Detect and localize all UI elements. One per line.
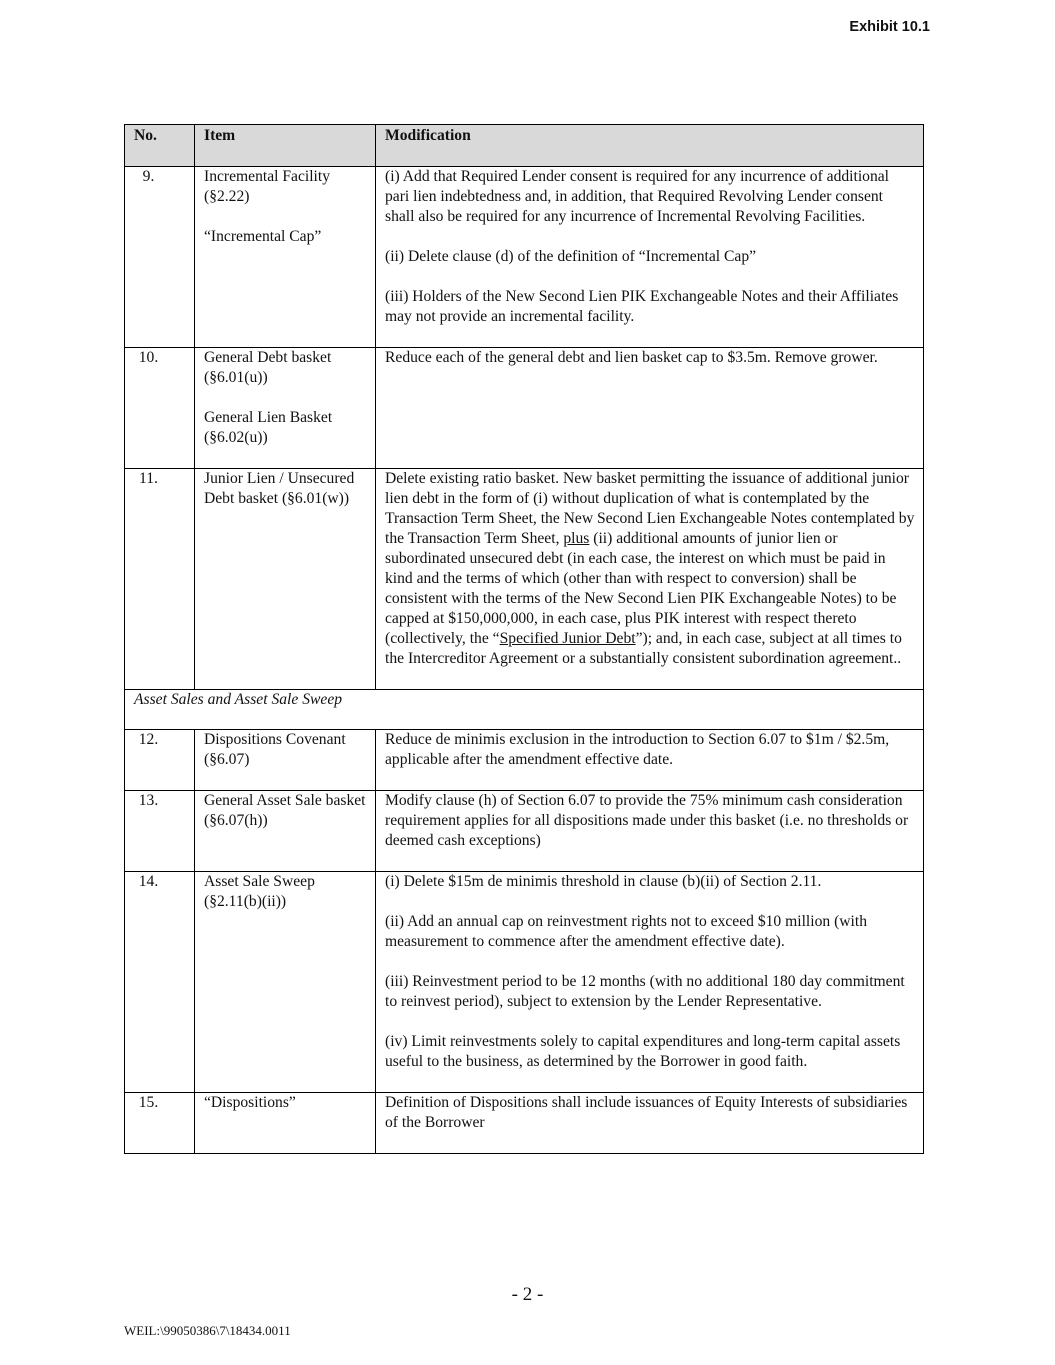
modification-text: (iii) Reinvestment period to be 12 months (with no additional 180 day commitment to reinvest period), subject to extension by the Lender Representative.	[385, 973, 905, 1010]
row-modification	[376, 348, 924, 469]
row-number: 15.	[125, 1093, 195, 1154]
item-text: General Lien Basket (§6.02(u))	[204, 409, 333, 446]
item-text: General Asset Sale basket (§6.07(h))	[204, 792, 366, 829]
table-row	[125, 469, 924, 690]
row-number: 11.	[125, 469, 195, 690]
row-modification	[376, 872, 924, 1093]
row-modification	[376, 469, 924, 690]
modification-text: Definition of Dispositions shall include issuances of Equity Interests of subsidiaries of the Borrower	[385, 1094, 908, 1131]
item-text: “Dispositions”	[204, 1094, 296, 1111]
modification-text: (iii) Holders of the New Second Lien PIK Exchangeable Notes and their Affiliates may not provide an incremental facility.	[385, 288, 899, 325]
modification-text-part: (ii) additional amounts of junior lien or subordinated unsecured debt (in each case, the interest on which must be paid in kind and the terms of which (other than with respect to conversion) shall be consistent with the terms of the New Second Lien PIK Exchangeable Notes) to be capped at $150,000,000, in each case, plus PIK interest with respect thereto (collectively, the “	[385, 530, 897, 647]
page-number: - 2 -	[511, 1284, 544, 1305]
section-heading: Asset Sales and Asset Sale Sweep	[125, 690, 924, 730]
row-item	[195, 791, 376, 872]
row-item	[195, 167, 376, 348]
table-row	[125, 730, 924, 791]
row-number: 10.	[125, 348, 195, 469]
modification-text: Modify clause (h) of Section 6.07 to provide the 75% minimum cash consideration requirement applies for all dispositions made under this basket (i.e. no thresholds or deemed cash exceptions)	[385, 792, 909, 849]
section-heading-row	[125, 690, 924, 730]
item-text: “Incremental Cap”	[204, 228, 322, 245]
row-item	[195, 1093, 376, 1154]
modification-text: Reduce each of the general debt and lien basket cap to $3.5m. Remove grower.	[385, 349, 878, 366]
modification-text: (i) Add that Required Lender consent is required for any incurrence of additional pari lien indebtedness and, in addition, that Required Revolving Lender consent shall also be required for any incurrence of Incremental Revolving Facilities.	[385, 168, 890, 225]
modification-text	[385, 469, 915, 669]
column-header-no: No.	[125, 125, 195, 167]
modification-text-part: ”); and, in each case, subject at all times to the Intercreditor Agreement or a substantially consistent subordination agreement..	[385, 630, 902, 667]
modification-table	[124, 124, 924, 1154]
modification-text: (i) Delete $15m de minimis threshold in clause (b)(ii) of Section 2.11.	[385, 873, 822, 890]
modification-text: Reduce de minimis exclusion in the introduction to Section 6.07 to $1m / $2.5m, applicable after the amendment effective date.	[385, 731, 890, 768]
table-row	[125, 791, 924, 872]
item-text: General Debt basket (§6.01(u))	[204, 349, 332, 386]
exhibit-label: Exhibit 10.1	[849, 19, 930, 35]
table-row	[125, 167, 924, 348]
row-number: 13.	[125, 791, 195, 872]
column-header-modification: Modification	[376, 125, 924, 167]
item-text: Asset Sale Sweep (§2.11(b)(ii))	[204, 873, 315, 910]
row-modification	[376, 1093, 924, 1154]
column-header-item: Item	[195, 125, 376, 167]
table-row	[125, 348, 924, 469]
item-text: Incremental Facility (§2.22)	[204, 168, 330, 205]
row-number: 9.	[125, 167, 195, 348]
underlined-term-plus: plus	[563, 530, 590, 547]
document-id: WEIL:\99050386\7\18434.0011	[124, 1323, 291, 1338]
row-item	[195, 469, 376, 690]
row-number: 14.	[125, 872, 195, 1093]
row-item	[195, 730, 376, 791]
table-header-row	[125, 125, 924, 167]
item-text: Dispositions Covenant (§6.07)	[204, 731, 346, 768]
modification-text: (iv) Limit reinvestments solely to capital expenditures and long-term capital assets useful to the business, as determined by the Borrower in good faith.	[385, 1033, 901, 1070]
table-row	[125, 1093, 924, 1154]
row-item	[195, 872, 376, 1093]
row-item	[195, 348, 376, 469]
row-modification	[376, 791, 924, 872]
row-modification	[376, 167, 924, 348]
row-modification	[376, 730, 924, 791]
modification-text-part: Delete existing ratio basket. New basket permitting the issuance of additional junior lien debt in the form of (i) without duplication of what is contemplated by the Transaction Term Sheet, the New Second Lien Exchangeable Notes contemplated by the Transaction Term Sheet,	[385, 470, 915, 547]
modification-text: (ii) Add an annual cap on reinvestment rights not to exceed $10 million (with measurement to commence after the amendment effective date).	[385, 913, 867, 950]
item-text: Junior Lien / Unsecured Debt basket (§6.01(w))	[204, 470, 355, 507]
modification-text: (ii) Delete clause (d) of the definition of “Incremental Cap”	[385, 248, 757, 265]
table-row	[125, 872, 924, 1093]
row-number: 12.	[125, 730, 195, 791]
defined-term-specified-junior-debt: Specified Junior Debt	[499, 630, 636, 647]
